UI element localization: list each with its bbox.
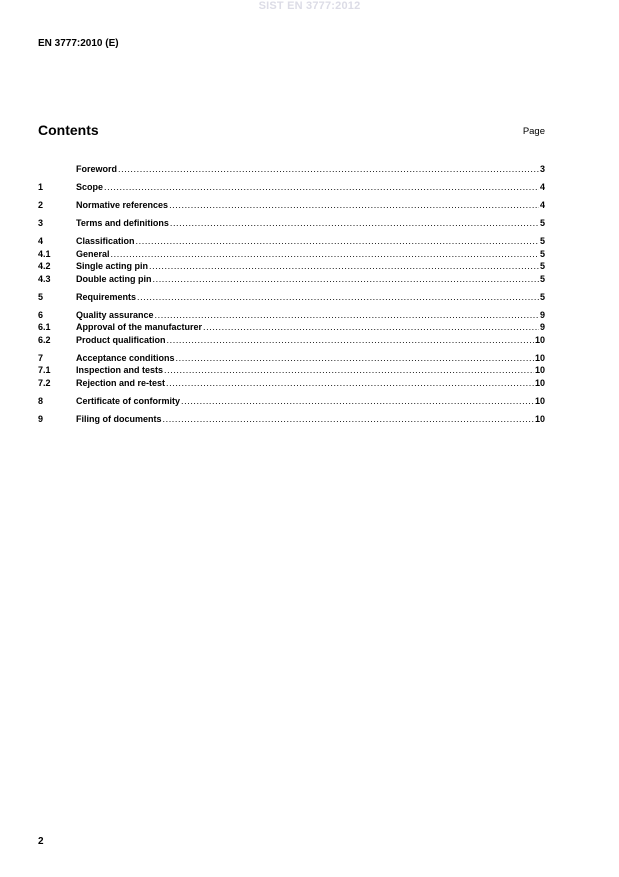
toc-entry[interactable] [38,199,545,212]
toc-entry-page: 10 [534,395,545,406]
toc-entry-number: 4.1 [38,248,51,259]
toc-entry[interactable] [38,273,545,286]
toc-entry[interactable] [38,413,545,426]
toc-dot-leader [149,260,539,273]
toc-entry[interactable] [38,352,545,365]
toc-entry-page: 5 [539,261,545,271]
toc-entry-title: Quality assurance [76,309,154,320]
toc-entry-number: 5 [38,291,44,302]
toc-entry-title: Scope [76,182,104,192]
toc-entry[interactable] [38,309,545,322]
toc-dot-leader [167,334,534,347]
toc-entry-title: Terms and definitions [76,218,169,228]
toc-entry[interactable] [38,321,545,334]
toc-entry[interactable] [38,163,545,176]
toc-entry[interactable] [38,395,545,408]
toc-dot-leader [155,309,539,322]
contents-title: Contents [38,122,99,138]
toc-entry[interactable] [38,334,545,347]
toc-entry-page: 9 [539,322,545,332]
toc-entry-title: General [76,248,110,259]
toc-entry[interactable] [38,181,545,194]
toc-entry-page: 5 [539,291,545,302]
page-number: 2 [38,836,44,847]
toc-entry-number: 2 [38,200,44,210]
toc-dot-leader [203,321,539,334]
toc-entry-title: Single acting pin [76,261,149,271]
toc-entry-number: 6.1 [38,322,51,332]
toc-entry-title: Foreword [76,164,118,174]
toc-entry[interactable] [38,217,545,230]
toc-entry-page: 10 [534,413,545,424]
toc-dot-leader [170,217,539,230]
page-column-label: Page [522,126,545,137]
toc-entry-number: 7 [38,352,44,363]
toc-entry-number: 3 [38,218,44,228]
toc-dot-leader [169,199,539,212]
toc-entry-title: Acceptance conditions [76,352,175,363]
toc-entry-page: 10 [534,334,545,345]
toc-entry-title: Inspection and tests [76,365,164,375]
toc-entry[interactable] [38,377,545,390]
toc-entry-page: 5 [539,273,545,284]
toc-entry-number: 6 [38,309,44,320]
toc-entry-number: 6.2 [38,334,51,345]
toc-dot-leader [136,235,539,248]
toc-dot-leader [137,291,539,304]
toc-entry-page: 3 [539,164,545,174]
toc-entry-number: 4.3 [38,273,51,284]
toc-entry-page: 5 [539,248,545,259]
toc-entry-number: 9 [38,413,44,424]
toc-entry-title: Normative references [76,200,169,210]
toc-dot-leader [181,395,534,408]
toc-entry-page: 9 [539,309,545,320]
contents-header [38,122,545,142]
toc-entry-number: 4.2 [38,261,51,271]
toc-entry-title: Double acting pin [76,273,152,284]
toc-dot-leader [176,352,534,365]
toc-entry-number: 1 [38,182,44,192]
toc-dot-leader [111,248,539,261]
toc-entry-title: Certificate of conformity [76,395,181,406]
toc-entry-title: Product qualification [76,334,166,345]
toc-entry-title: Approval of the manufacturer [76,322,203,332]
toc-entry[interactable] [38,235,545,248]
toc-entry-title: Rejection and re-test [76,377,166,388]
toc-entry-page: 5 [539,218,545,228]
toc-entry-page: 4 [539,182,545,192]
toc-entry-page: 4 [539,200,545,210]
toc-entry-page: 10 [534,365,545,375]
toc-entry-page: 5 [539,236,545,246]
toc-entry-number: 4 [38,236,44,246]
toc-entry[interactable] [38,248,545,261]
toc-entry-title: Requirements [76,291,137,302]
toc-entry-page: 10 [534,377,545,388]
toc-entry[interactable] [38,364,545,377]
toc-dot-leader [104,181,539,194]
table-of-contents [38,163,545,425]
watermark-text: SIST EN 3777:2012 [258,0,361,12]
toc-entry[interactable] [38,291,545,304]
toc-dot-leader [166,377,534,390]
toc-entry-number: 7.1 [38,365,51,375]
toc-entry-title: Classification [76,236,135,246]
toc-entry-number: 7.2 [38,377,51,388]
toc-dot-leader [163,413,534,426]
toc-entry-title: Filing of documents [76,413,162,424]
toc-dot-leader [164,364,534,377]
toc-dot-leader [153,273,539,286]
toc-entry[interactable] [38,260,545,273]
toc-entry-number: 8 [38,395,44,406]
document-id: EN 3777:2010 (E) [38,38,119,49]
toc-entry-page: 10 [534,352,545,363]
toc-dot-leader [118,163,539,176]
